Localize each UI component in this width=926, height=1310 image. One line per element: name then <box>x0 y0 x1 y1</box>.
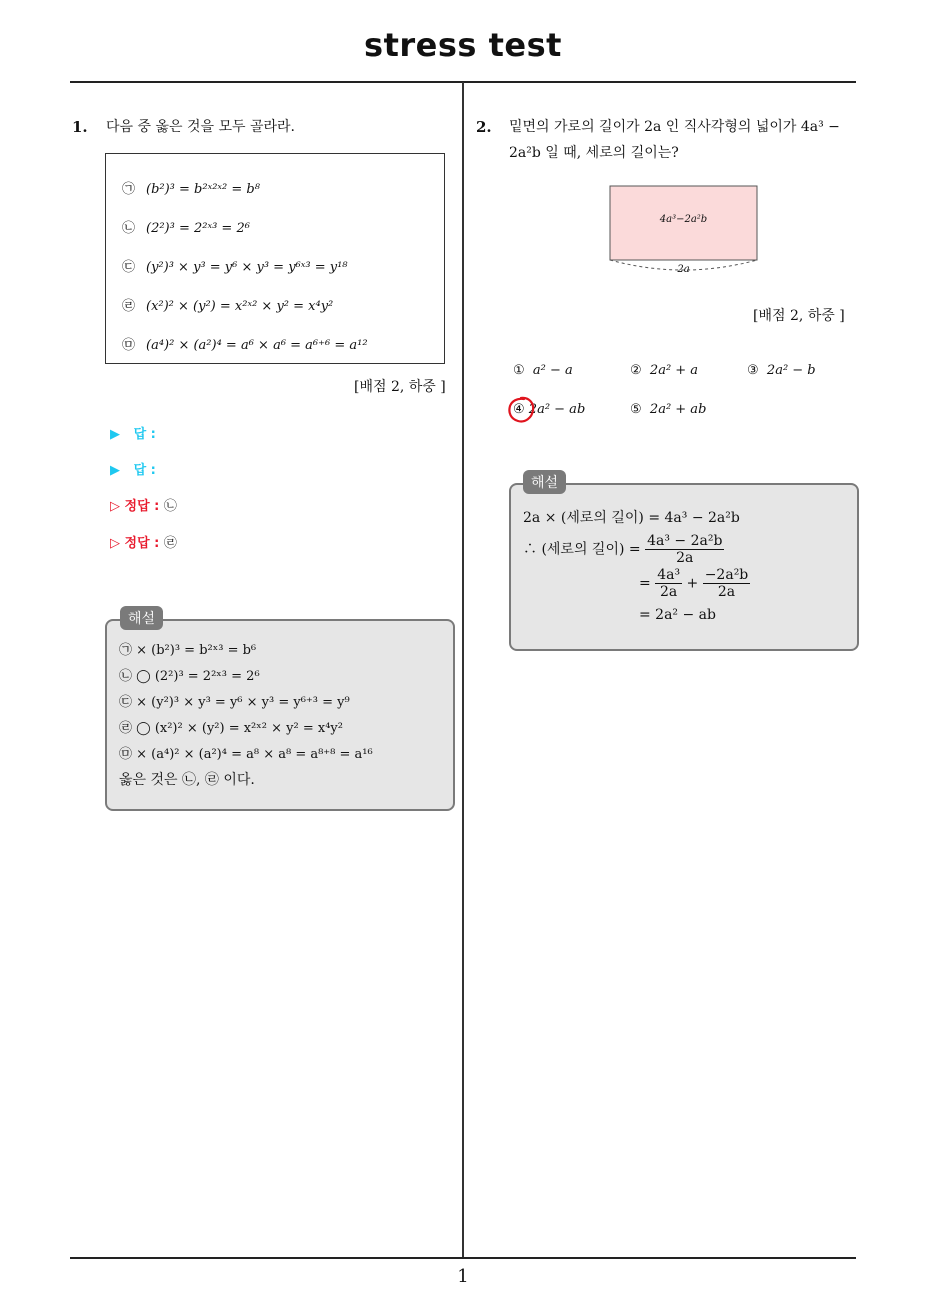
answer-label: 답 : <box>133 427 156 442</box>
fraction <box>645 533 724 566</box>
choice-mark: ② <box>630 363 642 378</box>
play-outline-icon: ▷ <box>110 536 120 551</box>
solution-line: ㉢ × (y²)³ × y³ = y⁶ × y³ = y⁶⁺³ = y⁹ <box>119 695 350 710</box>
question-2-prompt-line-1: 밑면의 가로의 길이가 2a 인 직사각형의 넓이가 4a³ − <box>509 119 840 135</box>
question-2-score: [배점 2, 하중 ] <box>753 308 845 324</box>
solution-equation <box>523 533 724 566</box>
page-number: 1 <box>457 1266 469 1287</box>
rectangle-figure <box>600 182 770 282</box>
question-1-statement-box <box>105 153 445 364</box>
choice-expr: 2a² − ab <box>528 402 586 417</box>
statement-item <box>122 178 260 197</box>
question-2-prompt-line-2: 2a²b 일 때, 세로의 길이는? <box>509 145 679 161</box>
column-divider <box>462 82 464 1258</box>
statement-expr: (x²)² × (y²) = x²ˣ² × y² = x⁴y² <box>146 299 334 314</box>
statement-item <box>122 217 250 236</box>
footer-rule <box>70 1257 856 1259</box>
statement-mark: ㉠ <box>122 182 136 197</box>
choice-expr: a² − a <box>532 363 573 378</box>
solution-final: = 2a² − ab <box>639 607 716 623</box>
question-2-solution-box <box>509 483 859 651</box>
play-outline-icon: ▷ <box>110 499 120 514</box>
width-label: 2a <box>677 264 690 275</box>
statement-mark: ㉡ <box>122 221 136 236</box>
question-1-number: 1. <box>72 118 88 136</box>
fraction-denominator: 2a <box>717 584 736 600</box>
solution-line: ㉤ × (a⁴)² × (a²)⁴ = a⁸ × a⁸ = a⁸⁺⁸ = a¹⁶ <box>119 747 373 762</box>
answer-label: 답 : <box>133 463 156 478</box>
fraction-numerator: −2a²b <box>704 567 749 583</box>
correct-value: ㉣ <box>163 536 177 551</box>
choice-mark: ⑤ <box>630 402 642 417</box>
solution-line: ㉠ × (b²)³ = b²ˣ³ = b⁶ <box>119 643 257 658</box>
statement-expr: (2²)³ = 2²ˣ³ = 2⁶ <box>146 221 250 236</box>
statement-expr: (b²)³ = b²ˣ²ˣ² = b⁸ <box>146 182 260 197</box>
fraction-numerator: 4a³ <box>657 567 681 583</box>
answer-line <box>110 423 156 442</box>
play-icon: ▶ <box>110 427 120 442</box>
equals-sign: = <box>639 575 651 592</box>
statement-expr: (y²)³ × y³ = y⁶ × y³ = y⁶ˣ³ = y¹⁸ <box>146 260 348 275</box>
choice-mark: ④ <box>513 402 525 417</box>
choice-mark: ① <box>513 363 525 378</box>
fraction-denominator: 2a <box>659 584 678 600</box>
statement-mark: ㉢ <box>122 260 136 275</box>
statement-item <box>122 334 368 353</box>
choice-mark: ③ <box>747 363 759 378</box>
correct-label: 정답 : <box>124 536 160 551</box>
question-1-solution-box <box>105 619 455 811</box>
statement-expr: (a⁴)² × (a²)⁴ = a⁶ × a⁶ = a⁶⁺⁶ = a¹² <box>146 338 368 353</box>
statement-item <box>122 256 348 275</box>
choice-3[interactable] <box>747 363 816 378</box>
solution-line: ㉣ ◯ (x²)² × (y²) = x²ˣ² × y² = x⁴y² <box>119 721 343 736</box>
correct-label: 정답 : <box>124 499 160 514</box>
area-label: 4a³−2a²b <box>659 214 708 225</box>
solution-equation <box>639 567 750 600</box>
solution-tag: 해설 <box>120 606 163 630</box>
choice-expr: 2a² − b <box>766 363 816 378</box>
fraction <box>703 567 751 600</box>
solution-prefix: ∴ (세로의 길이) = <box>523 541 641 558</box>
solution-line: 2a × (세로의 길이) = 4a³ − 2a²b <box>523 510 740 526</box>
question-1-score: [배점 2, 하중 ] <box>354 379 446 395</box>
choice-expr: 2a² + ab <box>649 402 707 417</box>
statement-item <box>122 295 333 314</box>
correct-answer-line <box>110 532 177 551</box>
answer-line <box>110 459 156 478</box>
question-1-prompt: 다음 중 옳은 것을 모두 골라라. <box>106 119 295 135</box>
fraction-numerator: 4a³ − 2a²b <box>647 533 723 549</box>
correct-answer-line <box>110 495 177 514</box>
question-2-number: 2. <box>476 118 492 136</box>
choice-expr: 2a² + a <box>649 363 699 378</box>
solution-conclusion: 옳은 것은 ㉡, ㉣ 이다. <box>119 772 255 788</box>
statement-mark: ㉤ <box>122 338 136 353</box>
selected-choice-circle-icon <box>505 394 537 426</box>
plus-sign: + <box>686 575 699 592</box>
correct-value: ㉡ <box>163 499 177 514</box>
page-title: stress test <box>364 26 562 64</box>
choice-1[interactable] <box>513 363 573 378</box>
choice-2[interactable] <box>630 363 698 378</box>
solution-line: ㉡ ◯ (2²)³ = 2²ˣ³ = 2⁶ <box>119 669 260 684</box>
statement-mark: ㉣ <box>122 299 136 314</box>
fraction-denominator: 2a <box>676 550 694 566</box>
fraction <box>655 567 682 600</box>
choice-5[interactable] <box>630 402 706 417</box>
play-icon: ▶ <box>110 463 120 478</box>
solution-tag: 해설 <box>523 470 566 494</box>
